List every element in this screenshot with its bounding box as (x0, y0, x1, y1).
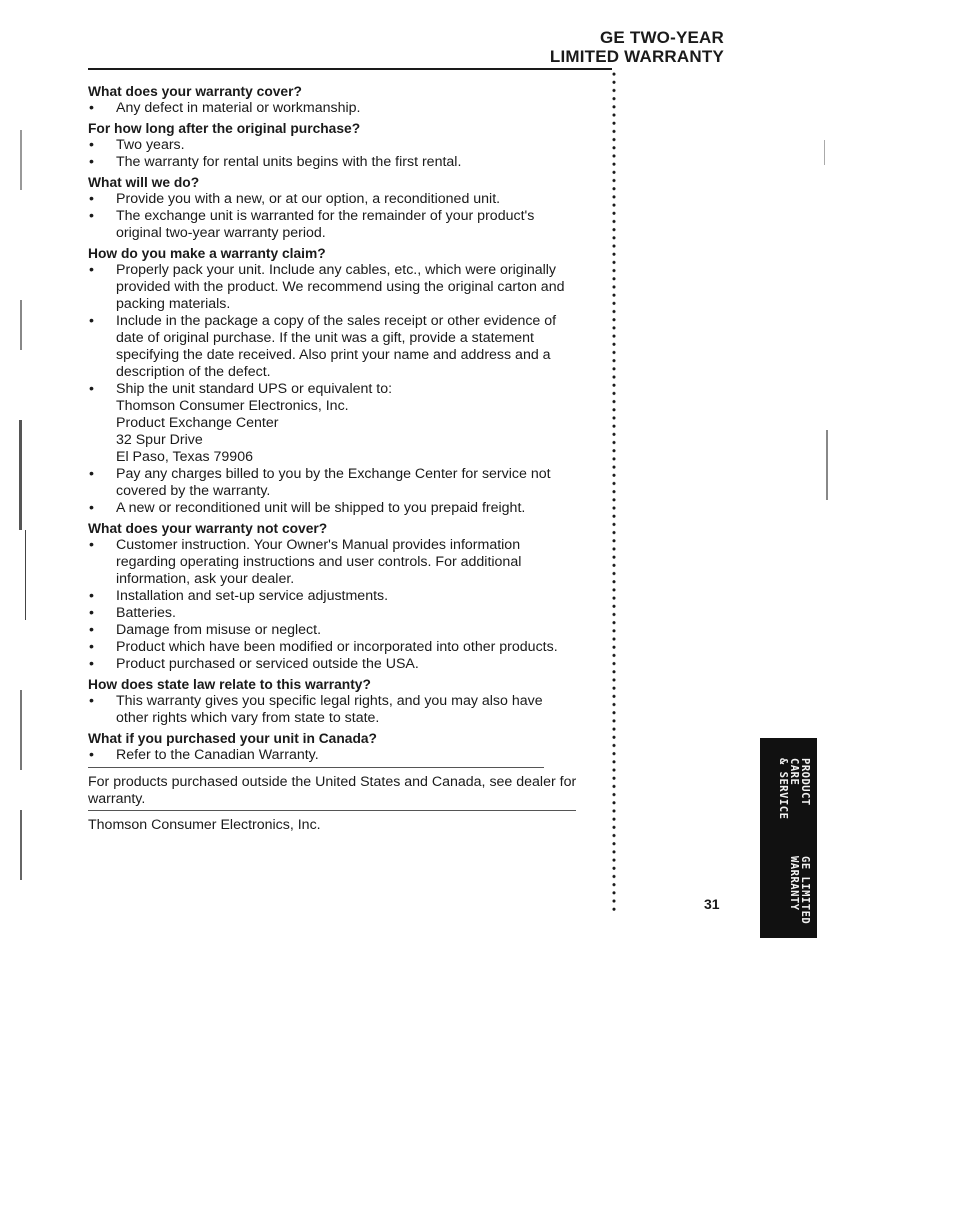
page-title-line-1: GE TWO-YEAR (599, 28, 724, 47)
question-what-we-do: What will we do? (88, 175, 200, 190)
divider (88, 810, 576, 811)
answer-list-duration (88, 137, 578, 171)
list-item: • The warranty for rental units begins with the first rental. (88, 154, 578, 171)
list-item: • Customer instruction. Your Owner's Manual provides information regarding operating instructions and user controls. For additional information, ask your dealer. (88, 537, 578, 588)
header-rule (88, 68, 612, 70)
company-name: Thomson Consumer Electronics, Inc. (88, 817, 321, 833)
list-item: • Refer to the Canadian Warranty. (88, 747, 578, 764)
question-not-covered: What does your warranty not cover? (88, 521, 328, 536)
scan-artifact (25, 530, 26, 620)
question-coverage: What does your warranty cover? (88, 84, 302, 99)
list-item (88, 381, 578, 466)
list-item: • Two years. (88, 137, 578, 154)
list-item: • Product purchased or serviced outside the USA. (88, 656, 578, 673)
list-item: • Include in the package a copy of the sales receipt or other evidence of date of original purchase. If the unit was a gift, provide a statement specifying the date received. Also print your name and address and a description of the defect. (88, 313, 578, 381)
list-item: • Damage from misuse or neglect. (88, 622, 578, 639)
tab-label-product-care: PRODUCT CARE & SERVICE (777, 758, 811, 820)
scan-artifact (20, 300, 22, 350)
list-item: • Installation and set-up service adjustments. (88, 588, 578, 605)
list-item: • Any defect in material or workmanship. (88, 100, 578, 117)
list-item: • Batteries. (88, 605, 578, 622)
address-line: 32 Spur Drive (116, 432, 203, 448)
address-line: El Paso, Texas 79906 (116, 449, 253, 465)
list-item: • The exchange unit is warranted for the remainder of your product's original two-year warranty period. (88, 208, 578, 242)
ship-instruction: Ship the unit standard UPS or equivalent to: (116, 381, 393, 397)
list-item: • This warranty gives you specific legal rights, and you may also have other rights which vary from state to state. (88, 693, 578, 727)
list-item: • Provide you with a new, or at our option, a reconditioned unit. (88, 191, 578, 208)
answer-list-coverage (88, 100, 578, 117)
answer-list-canada (88, 747, 578, 764)
scan-artifact (20, 690, 22, 770)
list-item: • Product which have been modified or incorporated into other products. (88, 639, 578, 656)
scan-artifact (20, 810, 22, 880)
question-state-law: How does state law relate to this warranty? (88, 677, 371, 692)
question-canada: What if you purchased your unit in Canada? (88, 731, 377, 746)
list-item: • Pay any charges billed to you by the Exchange Center for service not covered by the warranty. (88, 466, 578, 500)
page-title-line-2: LIMITED WARRANTY (549, 47, 724, 66)
list-item: • Properly pack your unit. Include any cables, etc., which were originally provided with the product. We recommend using the original carton and packing materials. (88, 262, 578, 313)
question-duration: For how long after the original purchase? (88, 121, 361, 136)
answer-list-not-covered (88, 537, 578, 673)
scan-artifact (826, 430, 828, 500)
scan-artifact (824, 140, 825, 165)
dotted-divider (612, 70, 616, 912)
address-line: Product Exchange Center (116, 415, 279, 431)
divider (88, 767, 544, 768)
outside-us-note: For products purchased outside the United States and Canada, see dealer for warranty. (88, 774, 577, 807)
question-claim: How do you make a warranty claim? (88, 246, 326, 261)
answer-list-state-law (88, 693, 578, 727)
scan-artifact (20, 130, 22, 190)
scan-artifact (19, 420, 22, 530)
page-number: 31 (704, 896, 720, 912)
answer-list-claim (88, 262, 578, 517)
answer-list-what-we-do (88, 191, 578, 242)
page-title (0, 28, 724, 66)
tab-label-ge-warranty: GE LIMITED WARRANTY (788, 856, 811, 925)
warranty-content (88, 83, 578, 834)
section-tab (760, 738, 817, 938)
address-line: Thomson Consumer Electronics, Inc. (116, 398, 349, 414)
list-item: • A new or reconditioned unit will be shipped to you prepaid freight. (88, 500, 578, 517)
